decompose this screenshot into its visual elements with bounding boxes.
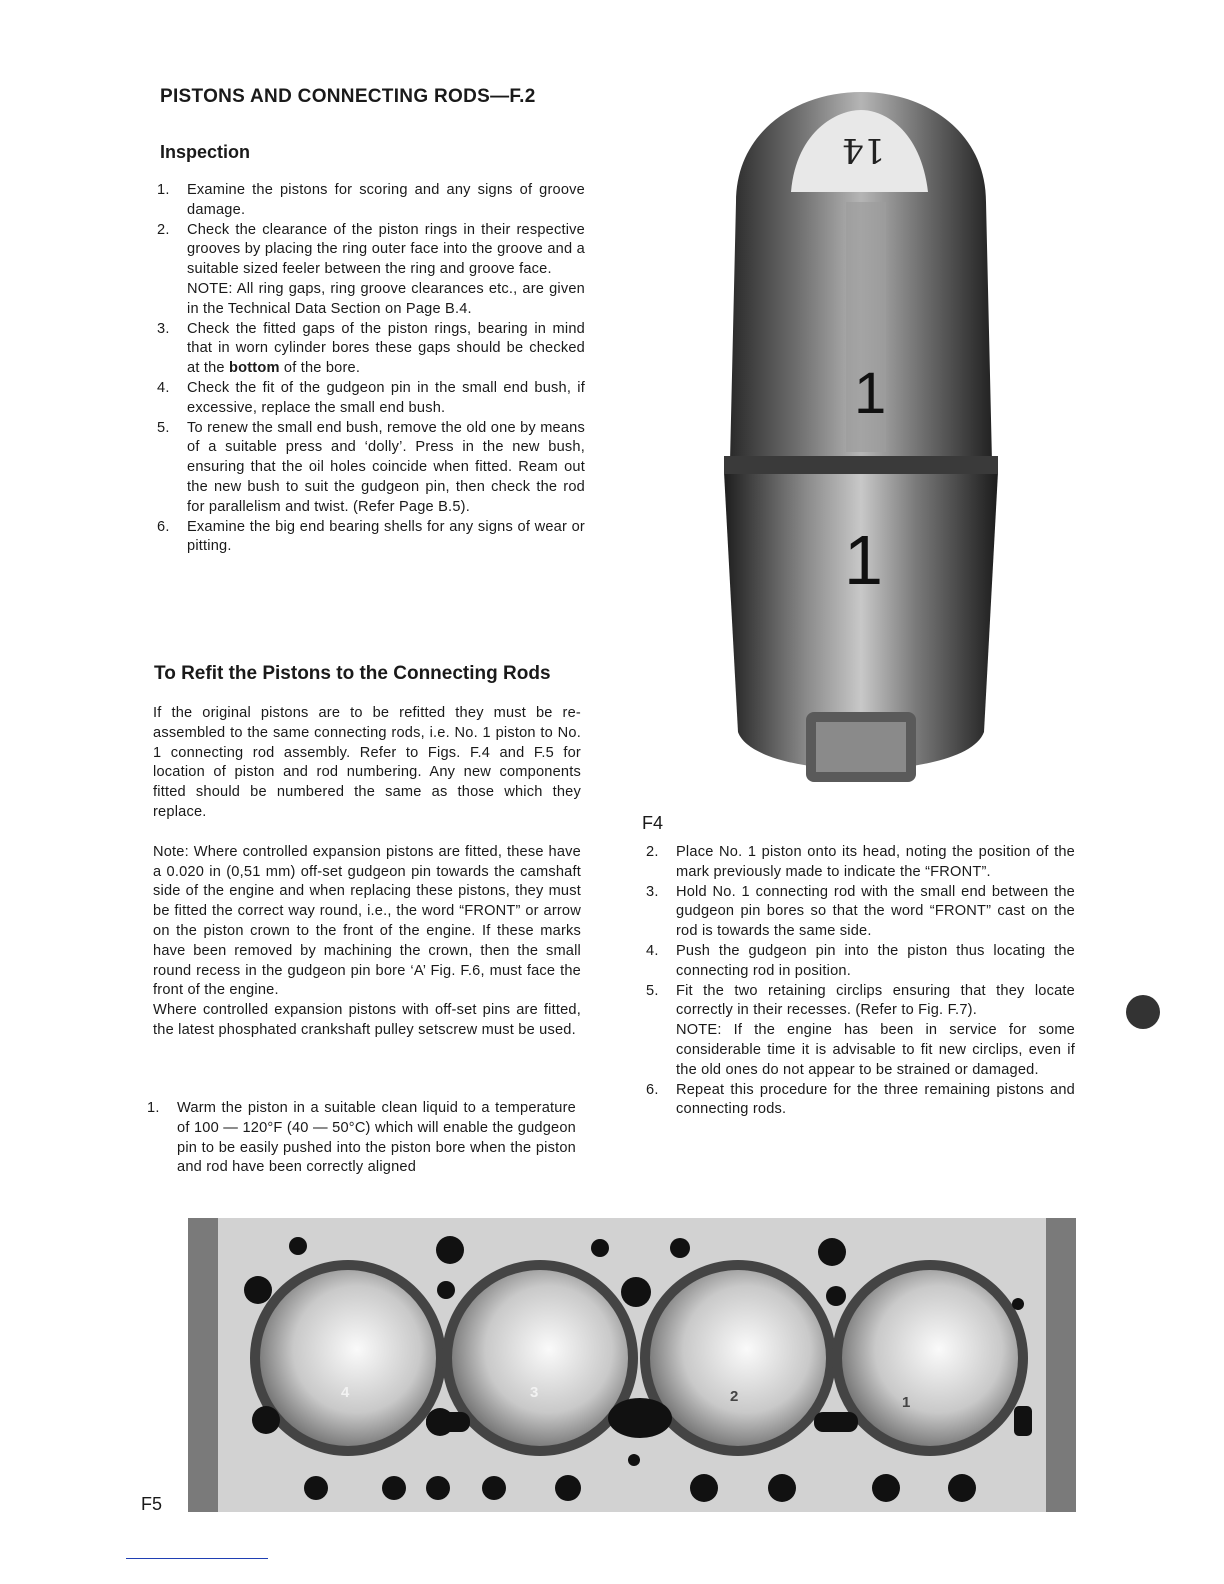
cylinder-block-illustration	[188, 1218, 1076, 1512]
piston-number-4: 4	[341, 1384, 350, 1401]
list-item	[646, 883, 1075, 942]
refit-note: Note: Where controlled expansion pistons are fitted, these have a 0.020 in (0,51 mm) off-set gudgeon pin towards the camshaft side of the engine and when replacing these pistons, they must be fitted the correct way round, i.e., the word “FRONT” or arrow on the piston crown to the front of the engine. If these marks have been removed by machining the crown, then the small round recess in the gudgeon pin bore ‘A’ Fig. F.6, must face the front of the engine.	[153, 843, 581, 999]
step-number: 6.	[646, 1081, 659, 1098]
list-item	[646, 982, 1075, 1081]
list-item	[646, 942, 1075, 982]
step-note: NOTE: All ring gaps, ring groove clearances etc., are given in the Technical Data Section on Page B.4.	[187, 280, 585, 317]
inspection-heading: Inspection	[160, 142, 251, 162]
margin-bullet-dot	[1126, 995, 1160, 1029]
step-text: Hold No. 1 connecting rod with the small end between the gudgeon pin bores so that the word “FRONT” cast on the rod is towards the same side.	[676, 883, 1075, 940]
piston-number-1: 1	[902, 1394, 911, 1411]
figure-f5-photo	[188, 1218, 1076, 1512]
piston-mark: 1	[844, 521, 883, 599]
step-text: Check the fit of the gudgeon pin in the small end bush, if excessive, replace the small end bush.	[187, 379, 585, 416]
step-number: 5.	[157, 419, 170, 436]
step-text: Fit the two retaining circlips ensuring that they locate correctly in their recesses. (Refer to Fig. F.7).	[676, 982, 1075, 1019]
step-number: 1.	[147, 1100, 160, 1116]
step-number: 4.	[646, 942, 659, 959]
step-text: Warm the piston in a suitable clean liquid to a temperature of 100 — 120°F (40 — 50°C) which will enable the gudgeon pin to be easily pushed into the piston bore when the piston and rod have been correctly aligned	[177, 1100, 576, 1176]
figure-f4-photo	[716, 92, 1006, 812]
step-number: 5.	[646, 982, 659, 999]
step-text: Place No. 1 piston onto its head, noting the position of the mark previously made to indicate the “FRONT”.	[676, 844, 1075, 880]
step-note: NOTE: If the engine has been in service for some considerable time it is advisable to fit new circlips, even if the old ones do not appear to be strained or damaged.	[676, 1022, 1075, 1078]
list-item	[157, 419, 585, 518]
list-item	[147, 1099, 576, 1178]
step-text: Repeat this procedure for the three remaining pistons and connecting rods.	[676, 1081, 1075, 1118]
list-item	[646, 843, 1075, 883]
piston-number-2: 2	[730, 1388, 739, 1405]
list-item	[157, 320, 585, 379]
list-item	[157, 379, 585, 419]
step-number: 4.	[157, 379, 170, 396]
list-item	[157, 221, 585, 320]
step-number: 6.	[157, 518, 170, 535]
step-number: 3.	[646, 883, 659, 900]
refit-note-setscrew: Where controlled expansion pistons with off-set pins are fitted, the latest phosphated crankshaft pulley setscrew must be used.	[153, 1002, 581, 1038]
step-text: Check the fitted gaps of the piston rings, bearing in mind that in worn cylinder bores these gaps should be checked at the	[187, 320, 585, 377]
step-text: Examine the big end bearing shells for any signs of wear or pitting.	[187, 518, 585, 555]
rod-upper-mark: 1	[854, 361, 887, 426]
refit-step-1	[147, 1099, 576, 1178]
step-text: Check the clearance of the piston rings in their respective grooves by placing the ring outer face into the groove and a suitable sized feeler between the ring and groove face.	[187, 221, 585, 278]
step-number: 2.	[646, 844, 659, 860]
piston-number-3: 3	[530, 1384, 539, 1401]
step-text: of the bore.	[283, 360, 361, 377]
list-item	[157, 518, 585, 558]
step-text: Push the gudgeon pin into the piston thus locating the connecting rod in position.	[676, 942, 1075, 979]
refit-heading: To Refit the Pistons to the Connecting Rods	[154, 663, 551, 684]
list-item	[157, 181, 585, 221]
step-number: 1.	[157, 182, 170, 198]
piston-rod-illustration	[716, 92, 1006, 812]
step-text: Examine the pistons for scoring and any signs of groove damage.	[187, 182, 585, 218]
step-number: 3.	[157, 320, 170, 337]
refit-left-column	[153, 704, 581, 1061]
step-number: 2.	[157, 221, 170, 238]
figure-f4-label: F4	[642, 813, 664, 833]
step-emphasis: bottom	[228, 360, 280, 377]
refit-intro: If the original pistons are to be refitted they must be re-assembled to the same connecting rods, i.e. No. 1 piston to No. 1 connecting rod assembly. Refer to Figs. F.4 and F.5 for location of piston and rod numbering. Any new components fitted should be numbered the same as those which they replace.	[153, 705, 581, 820]
figure-f5-label: F5	[141, 1494, 163, 1514]
list-item	[646, 1081, 1075, 1121]
rod-number-mark: 14	[842, 130, 886, 170]
refit-steps-right	[646, 843, 1075, 1120]
footer-rule	[126, 1558, 268, 1559]
step-text: To renew the small end bush, remove the old one by means of a suitable press and ‘dolly’. Press in the new bush, ensuring that the oil holes coincide when fitted. Ream out the new bush to suit the gudgeon pin, then check the rod for parallelism and twist. (Refer Page B.5).	[187, 419, 585, 515]
inspection-steps	[157, 181, 585, 557]
page-title: PISTONS AND CONNECTING RODS—F.2	[160, 86, 536, 107]
